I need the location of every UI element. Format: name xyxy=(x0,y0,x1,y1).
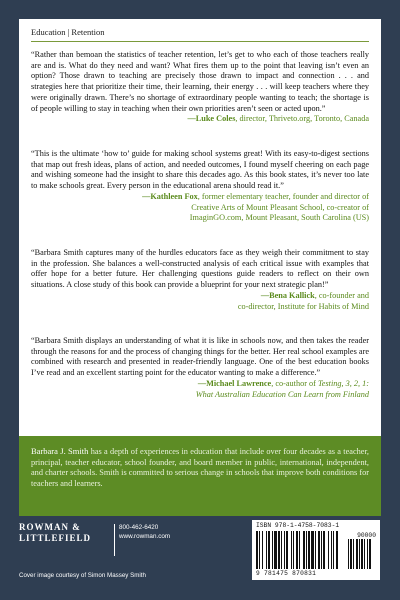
barcode-icon xyxy=(256,531,376,569)
back-cover-text-panel xyxy=(19,19,381,436)
blurb-attribution: —Kathleen Fox, former elementary teacher, founder and director of Creative Arts of Mount Pleasant School, co-creator of ImaginGO.com, Mount Pleasant, South Carolina (US) xyxy=(142,191,369,223)
author-bio: Barbara J. Smith has a depth of experiences in education that include over four decades as a teacher, principal, teacher educator, school founder, and board member in public, international, independent, and charter schools. Smith is committed to serious change in schools that improve both conditions for teachers and learners. xyxy=(31,446,369,488)
blurb-lawrence xyxy=(31,336,369,400)
divider xyxy=(31,41,369,42)
blurb-attribution: —Michael Lawrence, co-author of Testing, 3, 2, 1: What Australian Education Can Learn from Finland xyxy=(195,378,369,399)
publisher-contact xyxy=(119,524,170,541)
publisher-website: www.rowman.com xyxy=(119,532,171,540)
author-name: Barbara J. Smith xyxy=(31,446,89,456)
cover-image-credit: Cover image courtesy of Simon Massey Smith xyxy=(19,572,146,579)
barcode-number: 9 781475 870831 xyxy=(256,570,317,577)
publisher-logo: ROWMAN & LITTLEFIELD xyxy=(19,522,92,543)
blurb-text: “Barbara Smith captures many of the hurdles educators face as they weigh their commitment to stay in the profession. She balances a well-constructed analysis of each critical issue with examples that offer hope for a better future. Her challenging questions guide readers to reflect on their own situations. A close study of this book can provide a blueprint for your next strategic plan!” xyxy=(31,248,369,290)
blurb-attribution: —Bena Kallick, co-founder and co-director, Institute for Habits of Mind xyxy=(237,290,369,311)
author-bio-band xyxy=(19,436,381,516)
blurb-text: “This is the ultimate ‘how to’ guide for making school systems great! With its easy-to-digest sections that map out fresh ideas, plans of action, and needed outcomes, I found myself cheering on each page and wishing someone had the insight to share this decades ago. As this book states, it’s never too late to make schools great. Every person in the educational arena should read it.” xyxy=(31,149,369,191)
isbn-text: ISBN 978-1-4758-7083-1 xyxy=(256,522,340,529)
blurb-coles xyxy=(31,50,369,125)
blurb-attribution: —Luke Coles, director, Thriveto.org, Toronto, Canada xyxy=(187,114,369,124)
barcode-block xyxy=(252,520,380,580)
blurb-text: “Rather than bemoan the statistics of teacher retention, let’s get to who each of those teachers really are and is. What do they need and want? What fires them up to the point that leaving isn’t even an option? Those drawn to teaching are precisely those drawn to impact and connection . . . and strategies here that prioritize their time, their learning, their energy . . . will keep teachers where they were originally drawn. There’s no shortage of extraordinary people wanting to teach; the shortage is of people willing to stay in teaching when their own priorities aren’t seen or acted upon.” xyxy=(31,50,369,113)
price-code: 90000 xyxy=(357,532,376,539)
blurb-text: “Barbara Smith displays an understanding of what it is like in schools now, and then takes the reader through the reasons for and the process of changing things for the better. Her real school examples are combined with research and presented in reader-friendly language. One of the best education books I’ve read and an excellent starting point for the educator wanting to make a difference.” xyxy=(31,336,369,378)
publisher-divider xyxy=(114,524,115,556)
blurb-kallick xyxy=(31,248,369,312)
blurb-fox xyxy=(31,149,369,224)
publisher-phone: 800-462-6420 xyxy=(119,524,159,531)
category-label: Education | Retention xyxy=(31,27,105,37)
